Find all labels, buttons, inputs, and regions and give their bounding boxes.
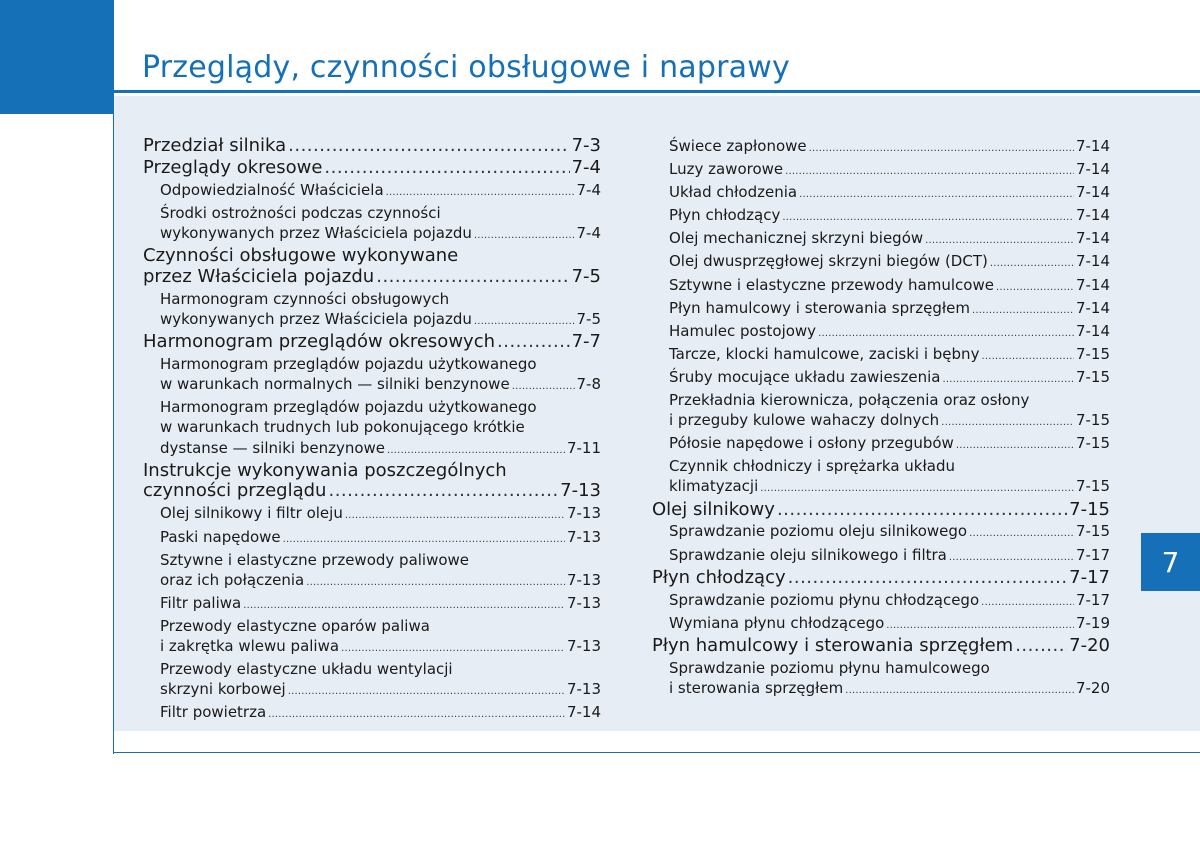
toc-page-number: 7-3 xyxy=(571,135,601,156)
dot-leader xyxy=(818,324,1074,344)
toc-subentry[interactable] xyxy=(669,590,1110,613)
toc-page-number: 7-5 xyxy=(571,266,601,288)
toc-entry-text: skrzyni korbowej xyxy=(160,680,286,699)
dot-leader xyxy=(990,254,1074,274)
toc-entry-text: Świece zapłonowe xyxy=(669,137,807,155)
toc-subentry[interactable] xyxy=(669,433,1110,456)
toc-page-number: 7-15 xyxy=(1075,344,1110,363)
toc-entry-text: Sprawdzanie poziomu płynu chłodzącego xyxy=(669,590,980,609)
toc-subentry[interactable] xyxy=(669,344,1110,367)
toc-entry[interactable] xyxy=(143,246,601,288)
toc-subentry[interactable] xyxy=(160,527,601,550)
toc-subentry[interactable] xyxy=(160,593,601,616)
toc-subentry[interactable] xyxy=(669,613,1110,636)
toc-page-number: 7-19 xyxy=(1075,613,1110,632)
toc-entry-text: Przedział silnika xyxy=(143,135,287,156)
toc-subentry[interactable] xyxy=(160,180,601,203)
toc-entry-text: wykonywanych przez Właściciela pojazdu xyxy=(160,224,472,243)
toc-subentry[interactable] xyxy=(160,354,601,397)
toc-entry-text: Sztywne i elastyczne przewody hamulcowe xyxy=(669,275,994,294)
toc-entry-text: Sprawdzanie poziomu oleju silnikowego xyxy=(669,522,968,541)
toc-subentry[interactable] xyxy=(669,251,1110,274)
page-title: Przeglądy, czynności obsługowe i naprawy xyxy=(142,50,790,85)
dot-leader xyxy=(376,267,569,288)
dot-leader xyxy=(972,301,1074,321)
toc-entry[interactable] xyxy=(652,636,1110,657)
toc-entry-text: Tarcze, klocki hamulcowe, zaciski i bębny xyxy=(669,344,980,363)
dot-leader xyxy=(925,231,1074,251)
dot-leader xyxy=(760,479,1074,499)
toc-subentry[interactable] xyxy=(669,228,1110,251)
dot-leader xyxy=(996,278,1074,298)
toc-subentry[interactable] xyxy=(669,321,1110,344)
toc-page-number: 7-15 xyxy=(1075,522,1110,541)
toc-subentry[interactable] xyxy=(669,658,1110,701)
toc-entry-text: dystanse — silniki benzynowe xyxy=(160,438,386,457)
dot-leader xyxy=(788,568,1068,589)
toc-entry-text: Paski napędowe xyxy=(160,527,281,546)
toc-page-number: 7-14 xyxy=(1075,137,1110,155)
dot-leader xyxy=(886,616,1074,636)
toc-entry-text: i sterowania sprzęgłem xyxy=(669,678,844,697)
toc-page-number: 7-15 xyxy=(1075,477,1110,496)
toc-subentry[interactable] xyxy=(669,275,1110,298)
dot-leader xyxy=(981,347,1074,367)
toc-page-number: 7-8 xyxy=(576,375,601,394)
toc-subentry[interactable] xyxy=(160,203,601,246)
toc-subentry[interactable] xyxy=(160,289,601,332)
dot-leader xyxy=(497,332,570,353)
toc-entry-text: Sprawdzanie poziomu płynu hamulcowego xyxy=(669,658,990,677)
dot-leader xyxy=(306,573,565,593)
toc-page-number: 7-15 xyxy=(1069,498,1110,520)
toc-page-number: 7-14 xyxy=(1075,298,1110,317)
toc-entry-text: Filtr paliwa xyxy=(160,593,242,612)
toc-entry[interactable] xyxy=(143,461,601,503)
toc-entry-text: Odpowiedzialność Właściciela xyxy=(160,180,384,199)
dot-leader xyxy=(941,413,1074,433)
toc-entry-text: Luzy zaworowe xyxy=(669,160,784,179)
toc-page-number: 7-20 xyxy=(1069,634,1110,656)
toc-page-number: 7-14 xyxy=(1075,275,1110,294)
chapter-tab[interactable]: 7 xyxy=(1141,533,1200,591)
toc-page-number: 7-14 xyxy=(1075,229,1110,248)
toc-entry-text: Przekładnia kierownicza, połączenia oraz osłony xyxy=(669,391,1030,410)
toc-subentry[interactable] xyxy=(160,503,601,526)
toc-page-number: 7-13 xyxy=(560,480,601,502)
toc-entry-text: Czynnik chłodniczy i sprężarka układu xyxy=(669,457,955,476)
dot-leader xyxy=(942,370,1073,390)
toc-entry-text: Olej silnikowy i filtr oleju xyxy=(160,504,343,523)
toc-entry-text: Czynności obsługowe wykonywane xyxy=(143,245,459,267)
dot-leader xyxy=(474,226,575,246)
toc-entry[interactable] xyxy=(652,568,1110,589)
toc-subentry[interactable] xyxy=(669,521,1110,544)
toc-page-number: 7-15 xyxy=(1075,434,1110,453)
toc-entry-text: Przewody elastyczne oparów paliwa xyxy=(160,616,430,635)
toc-entry[interactable] xyxy=(143,136,601,157)
toc-entry-text: Olej mechanicznej skrzyni biegów xyxy=(669,229,924,248)
toc-page-number: 7-13 xyxy=(566,527,601,546)
toc-right-column xyxy=(652,136,1110,701)
dot-leader xyxy=(324,158,569,179)
toc-page-number: 7-17 xyxy=(1069,566,1110,588)
dot-leader xyxy=(387,441,565,461)
toc-subentry[interactable] xyxy=(160,550,601,593)
toc-entry-text: wykonywanych przez Właściciela pojazdu xyxy=(160,310,472,329)
toc-entry-text: Sprawdzanie oleju silnikowego i filtra xyxy=(669,545,947,564)
toc-entry-text: Wymiana płynu chłodzącego xyxy=(669,613,885,632)
dot-leader xyxy=(345,506,565,526)
dot-leader xyxy=(243,596,565,616)
dot-leader xyxy=(474,312,575,332)
toc-page-number: 7-13 xyxy=(566,637,601,656)
toc-entry-text: Harmonogram czynności obsługowych xyxy=(160,290,450,309)
toc-entry-text: Olej silnikowy xyxy=(652,498,775,520)
toc-entry-text: Środki ostrożności podczas czynności xyxy=(160,204,441,223)
toc-page-number: 7-14 xyxy=(1075,183,1110,202)
toc-entry-text: Harmonogram przeglądów pojazdu użytkowanego xyxy=(160,398,537,417)
toc-entry-text: Płyn chłodzący xyxy=(669,206,781,225)
dot-leader xyxy=(777,500,1067,521)
dot-leader xyxy=(1015,636,1067,657)
dot-leader xyxy=(956,436,1074,456)
toc-subentry[interactable] xyxy=(160,702,601,725)
toc-subentry[interactable] xyxy=(160,616,601,659)
toc-entry-text: klimatyzacji xyxy=(669,477,759,496)
dot-leader xyxy=(341,639,565,659)
toc-page-number: 7-17 xyxy=(1075,590,1110,609)
dot-leader xyxy=(845,681,1074,701)
dot-leader xyxy=(809,139,1074,159)
toc-page-number: 7-15 xyxy=(1075,411,1110,430)
toc-page-number: 7-13 xyxy=(566,593,601,612)
dot-leader xyxy=(328,481,558,502)
dot-leader xyxy=(785,162,1074,182)
toc-entry[interactable] xyxy=(652,500,1110,521)
toc-subentry[interactable] xyxy=(160,659,601,702)
dot-leader xyxy=(288,682,565,702)
corner-block xyxy=(0,0,114,114)
toc-page-number: 7-11 xyxy=(566,438,601,457)
toc-entry-text: Harmonogram przeglądów pojazdu użytkowanego xyxy=(160,355,537,374)
toc-subentry[interactable] xyxy=(669,159,1110,182)
dot-leader xyxy=(386,183,575,203)
toc-page-number: 7-14 xyxy=(1075,206,1110,225)
dot-leader xyxy=(268,705,565,725)
toc-entry-text: czynności przeglądu xyxy=(143,480,327,502)
toc-page-number: 7-13 xyxy=(566,570,601,589)
toc-page-number: 7-4 xyxy=(576,180,601,199)
toc-subentry[interactable] xyxy=(669,136,1110,159)
toc-page-number: 7-14 xyxy=(1075,160,1110,179)
toc-left-column xyxy=(143,136,601,725)
toc-entry-text: Płyn chłodzący xyxy=(652,566,786,588)
toc-page-number: 7-14 xyxy=(1075,252,1110,271)
dot-leader xyxy=(949,548,1074,568)
toc-entry-text: przez Właściciela pojazdu xyxy=(143,266,375,288)
footer-rule xyxy=(114,752,1200,753)
dot-leader xyxy=(969,524,1074,544)
toc-entry-text: oraz ich połączenia xyxy=(160,570,305,589)
toc-subentry[interactable] xyxy=(669,182,1110,205)
toc-entry[interactable] xyxy=(143,332,601,353)
toc-subentry[interactable] xyxy=(669,390,1110,433)
toc-entry-text: Śruby mocujące układu zawieszenia xyxy=(669,367,941,386)
toc-entry-text: i przeguby kulowe wahaczy dolnych xyxy=(669,411,940,430)
toc-subentry[interactable] xyxy=(669,298,1110,321)
toc-subentry[interactable] xyxy=(669,367,1110,390)
toc-page-number: 7-4 xyxy=(576,224,601,243)
dot-leader xyxy=(799,185,1074,205)
toc-page-number: 7-20 xyxy=(1075,678,1110,697)
toc-entry-text: w warunkach trudnych lub pokonującego krótkie xyxy=(160,418,525,437)
toc-subentry[interactable] xyxy=(669,205,1110,228)
toc-page-number: 7-4 xyxy=(571,156,601,178)
toc-entry-text: Harmonogram przeglądów okresowych xyxy=(143,331,496,353)
toc-entry-text: w warunkach normalnych — silniki benzynowe xyxy=(160,375,510,394)
toc-page-number: 7-14 xyxy=(1075,321,1110,340)
toc-entry-text: Olej dwusprzęgłowej skrzyni biegów (DCT) xyxy=(669,252,988,271)
toc-entry-text: i zakrętka wlewu paliwa xyxy=(160,637,340,656)
toc-page-number: 7-15 xyxy=(1075,367,1110,386)
toc-subentry[interactable] xyxy=(160,397,601,460)
dot-leader xyxy=(283,530,565,550)
toc-entry-text: Płyn hamulcowy i sterowania sprzęgłem xyxy=(652,634,1014,656)
toc-page-number: 7-17 xyxy=(1075,545,1110,564)
toc-entry-text: Filtr powietrza xyxy=(160,703,267,722)
toc-page-number: 7-13 xyxy=(566,504,601,523)
toc-entry-text: Instrukcje wykonywania poszczególnych xyxy=(143,459,507,481)
dot-leader xyxy=(981,593,1074,613)
title-rule xyxy=(114,90,1200,93)
toc-entry-text: Półosie napędowe i osłony przegubów xyxy=(669,434,954,453)
toc-page-number: 7-5 xyxy=(576,310,601,329)
toc-entry-text: Sztywne i elastyczne przewody paliwowe xyxy=(160,550,470,569)
toc-entry-text: Płyn hamulcowy i sterowania sprzęgłem xyxy=(669,298,970,317)
toc-entry-text: Przewody elastyczne układu wentylacji xyxy=(160,660,453,679)
toc-subentry[interactable] xyxy=(669,456,1110,499)
dot-leader xyxy=(288,136,569,157)
toc-page-number: 7-7 xyxy=(571,331,601,353)
toc-page-number: 7-13 xyxy=(566,680,601,699)
dot-leader xyxy=(782,208,1074,228)
toc-entry-text: Hamulec postojowy xyxy=(669,321,817,340)
toc-entry-text: Układ chłodzenia xyxy=(669,183,798,202)
toc-subentry[interactable] xyxy=(669,545,1110,568)
toc-entry[interactable] xyxy=(143,158,601,179)
dot-leader xyxy=(512,377,575,397)
toc-page-number: 7-14 xyxy=(566,703,601,722)
toc-entry-text: Przeglądy okresowe xyxy=(143,156,323,178)
